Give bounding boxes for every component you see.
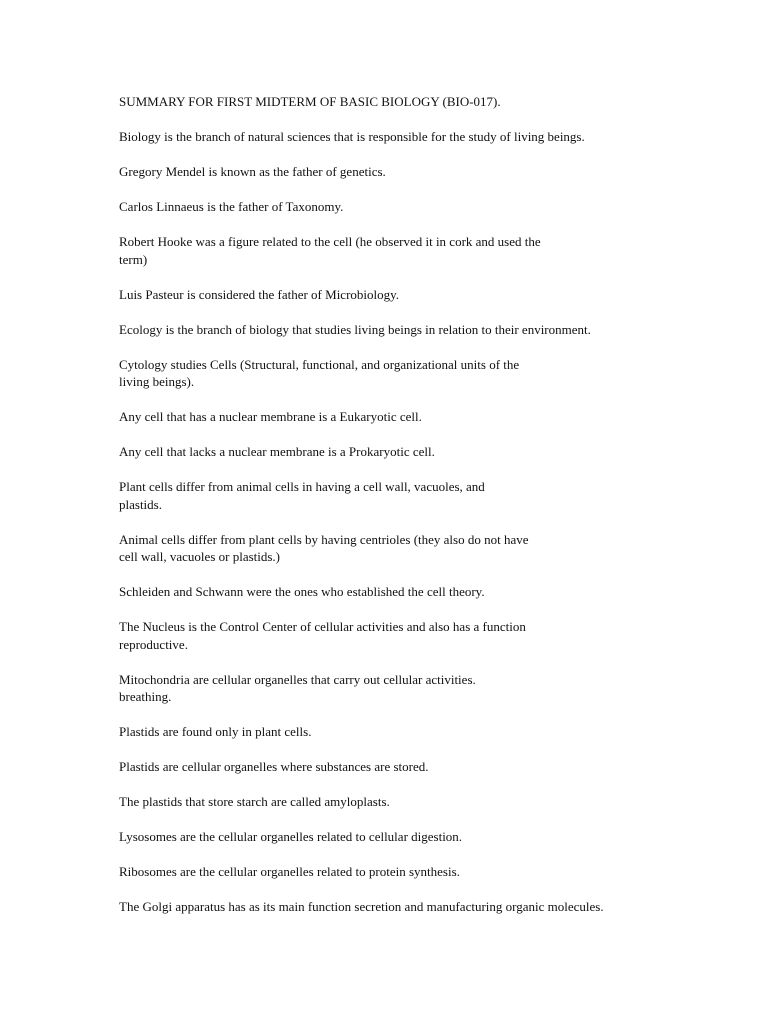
paragraph-line: Luis Pasteur is considered the father of Microbiology.	[119, 286, 400, 302]
paragraph-line: Ribosomes are the cellular organelles related to protein synthesis.	[119, 864, 460, 879]
paragraph-mendel	[119, 163, 679, 181]
paragraph-biology-definition	[119, 128, 679, 146]
paragraph-line: Plastids are found only in plant cells.	[119, 724, 312, 739]
paragraph-line: The Golgi apparatus has as its main function secretion and manufacturing organic molecules.	[119, 899, 604, 914]
paragraph-line: Robert Hooke was a figure related to the cell (he observed it in cork and used the	[119, 234, 541, 249]
paragraph-line: Any cell that has a nuclear membrane is a Eukaryotic cell.	[119, 409, 422, 424]
paragraph-lysosomes	[119, 828, 679, 846]
paragraph-line: Biology is the branch of natural sciences that is responsible for the study of living beings.	[119, 129, 585, 144]
paragraph-line: Lysosomes are the cellular organelles related to cellular digestion.	[119, 829, 463, 844]
paragraph-line: Any cell that lacks a nuclear membrane is a Prokaryotic cell.	[119, 444, 435, 459]
paragraph-line: Schleiden and Schwann were the ones who established the cell theory.	[119, 584, 485, 599]
paragraph-line: Ecology is the branch of biology that studies living beings in relation to their environment.	[119, 321, 591, 337]
paragraph-line: plastids.	[119, 496, 162, 512]
paragraph-linnaeus	[119, 198, 679, 216]
paragraph-line: Mitochondria are cellular organelles that carry out cellular activities.	[119, 671, 476, 687]
paragraph-line: Plant cells differ from animal cells in having a cell wall, vacuoles, and	[119, 479, 485, 494]
paragraph-line: breathing.	[119, 689, 172, 704]
paragraph-cytology	[119, 356, 679, 391]
paragraph-line: Animal cells differ from plant cells by having centrioles (they also do not have	[119, 531, 529, 547]
paragraph-line: living beings).	[119, 374, 195, 389]
paragraph-plastids-location	[119, 723, 679, 741]
paragraph-line: reproductive.	[119, 636, 188, 652]
paragraph-line: Plastids are cellular organelles where substances are stored.	[119, 759, 429, 774]
paragraph-cell-theory	[119, 583, 679, 601]
paragraph-nucleus	[119, 618, 679, 653]
paragraph-plant-cells	[119, 478, 679, 513]
paragraph-plastids-storage	[119, 758, 679, 776]
document-title: SUMMARY FOR FIRST MIDTERM OF BASIC BIOLOGY (BIO-017).	[119, 94, 501, 109]
paragraph-mitochondria	[119, 671, 679, 706]
paragraph-animal-cells	[119, 531, 679, 566]
paragraph-ribosomes	[119, 863, 679, 881]
paragraph-hooke	[119, 233, 679, 268]
paragraph-eukaryotic	[119, 408, 679, 426]
paragraph-line: The plastids that store starch are called amyloplasts.	[119, 794, 390, 809]
paragraph-line: The Nucleus is the Control Center of cellular activities and also has a function	[119, 619, 526, 634]
paragraph-line: Carlos Linnaeus is the father of Taxonomy.	[119, 199, 344, 214]
paragraph-line: cell wall, vacuoles or plastids.)	[119, 549, 281, 564]
paragraph-pasteur	[119, 286, 679, 304]
paragraph-amyloplasts	[119, 793, 679, 811]
document-body	[119, 93, 679, 933]
paragraph-golgi	[119, 898, 679, 916]
paragraph-line: Gregory Mendel is known as the father of genetics.	[119, 164, 386, 179]
paragraph-line: term)	[119, 251, 148, 267]
paragraph-ecology	[119, 321, 679, 339]
paragraph-prokaryotic	[119, 443, 679, 461]
paragraph-line: Cytology studies Cells (Structural, functional, and organizational units of the	[119, 356, 520, 372]
